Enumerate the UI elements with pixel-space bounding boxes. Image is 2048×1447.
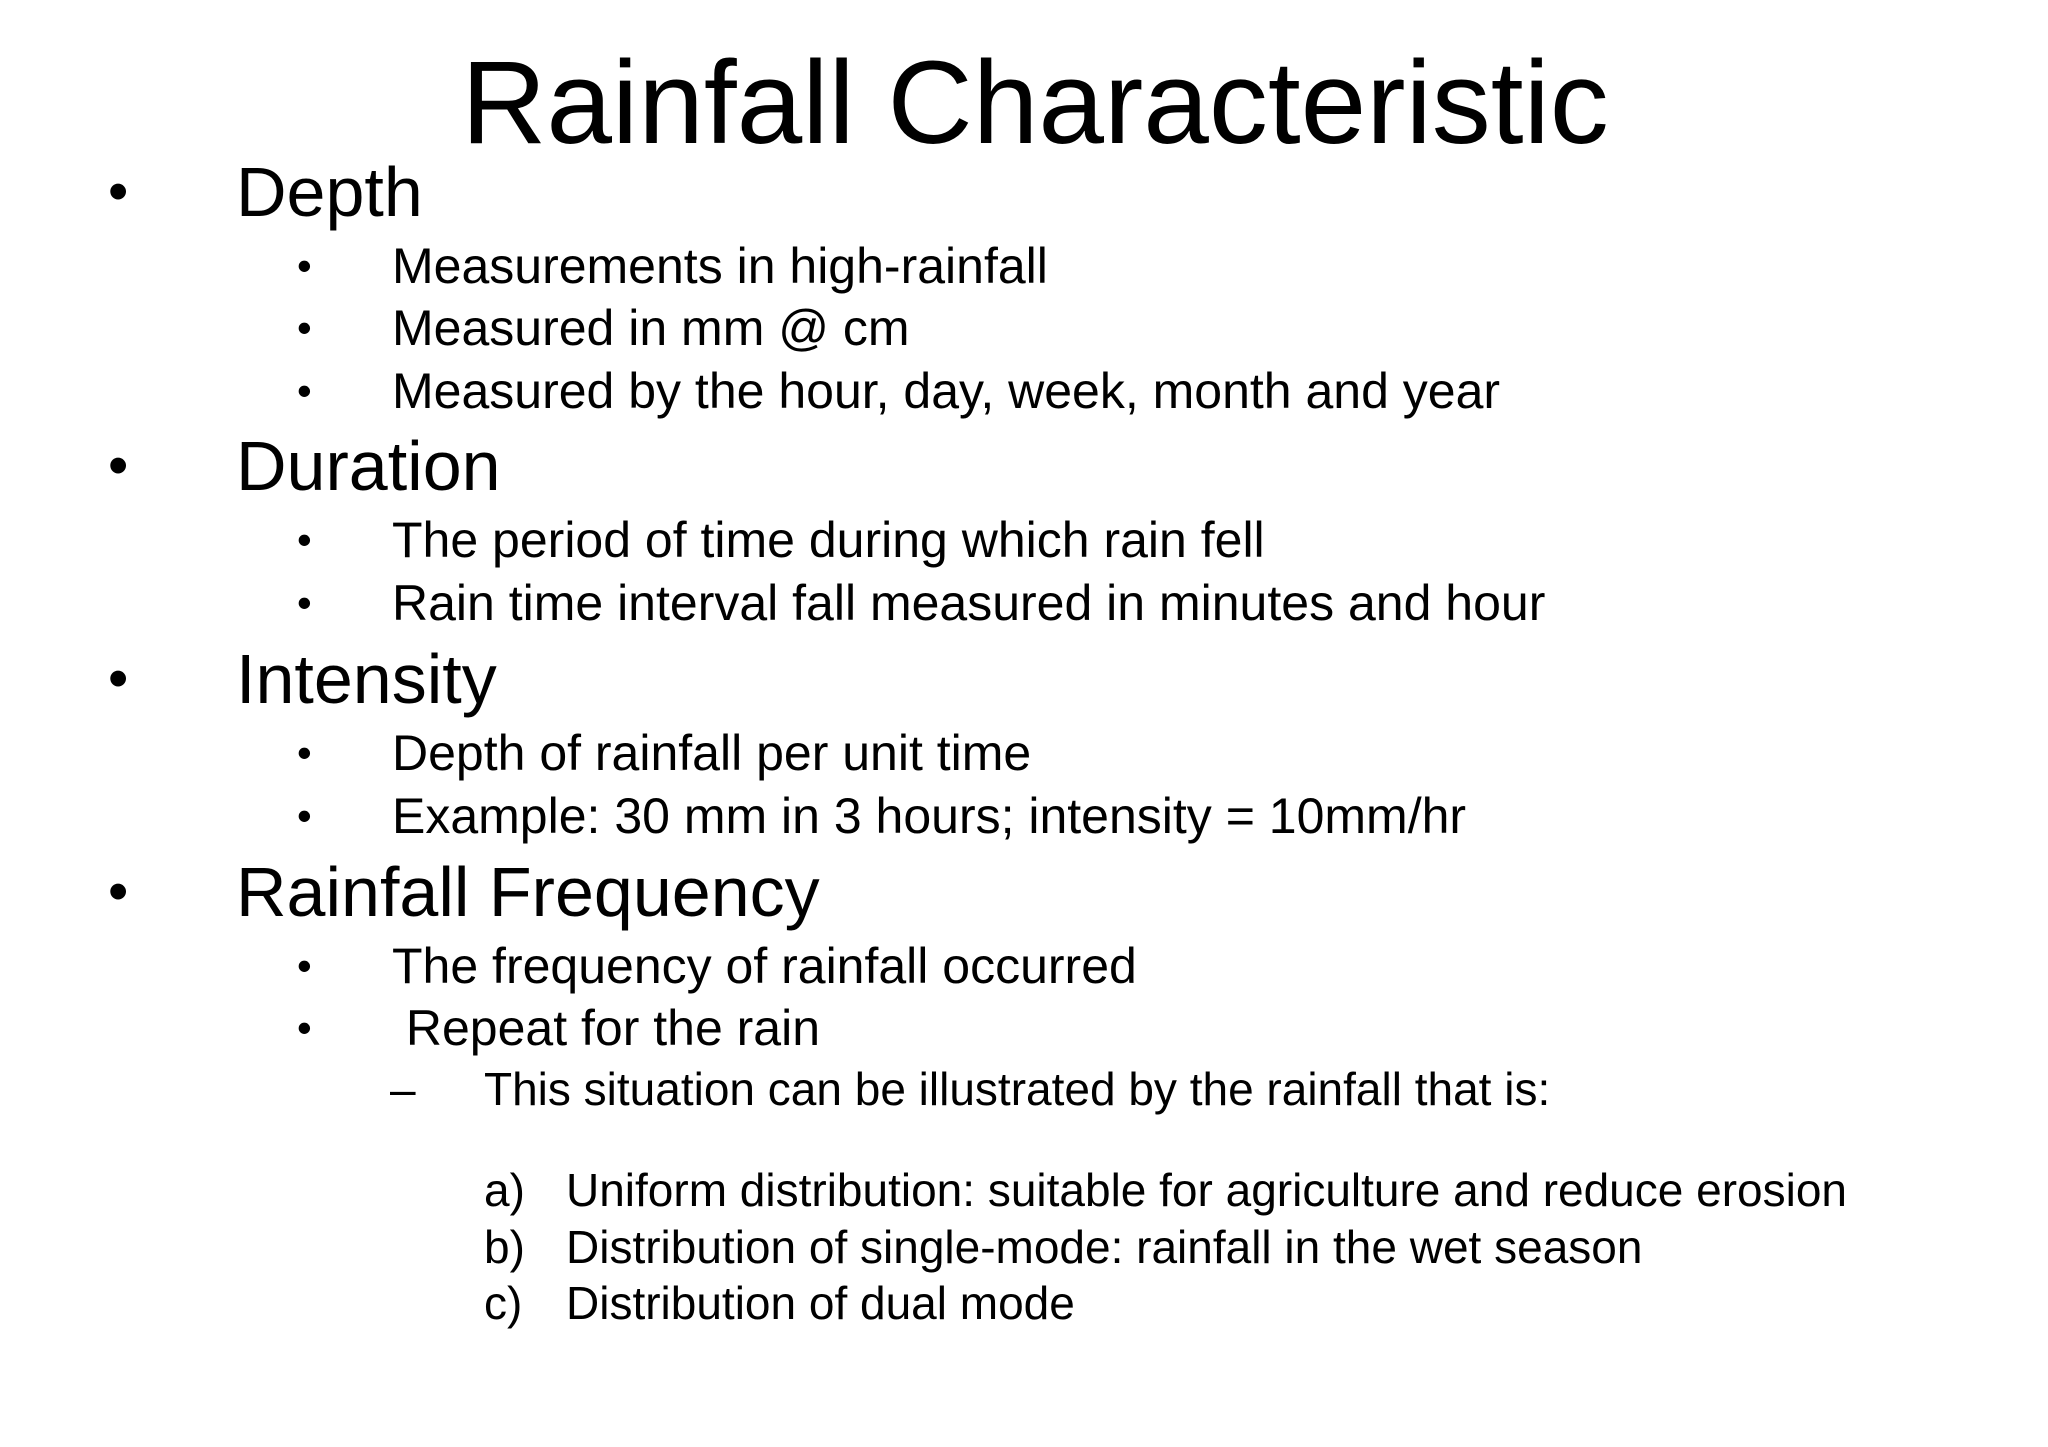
sub-bullet: • [297, 792, 312, 839]
list-item: Example: 30 mm in 3 hours; intensity = 10mm/hr [392, 788, 1467, 844]
list-marker: c) [484, 1277, 523, 1329]
list-item: Repeat for the rain [392, 1000, 821, 1056]
sub-bullet: • [297, 1004, 312, 1051]
list-marker: b) [484, 1221, 525, 1273]
section-heading: Depth [236, 153, 423, 231]
list-marker: a) [484, 1164, 525, 1216]
sub-note: This situation can be illustrated by the rainfall that is: [484, 1063, 1551, 1115]
sub-bullet: • [297, 367, 312, 414]
sub-bullet: • [297, 516, 312, 563]
list-item: Distribution of single-mode: rainfall in the wet season [566, 1221, 1643, 1273]
sub-bullet: • [297, 729, 312, 776]
list-item: Uniform distribution: suitable for agriculture and reduce erosion [566, 1164, 1847, 1216]
section-heading: Duration [236, 427, 501, 505]
bullet: • [108, 433, 129, 498]
list-item: Measured by the hour, day, week, month and year [392, 363, 1501, 419]
list-item: Measurements in high-rainfall [392, 238, 1048, 294]
bullet: • [108, 646, 129, 711]
sub-bullet: • [297, 242, 312, 289]
sub-bullet: • [297, 579, 312, 626]
bullet: • [108, 859, 129, 924]
list-item: Measured in mm @ cm [392, 300, 910, 356]
bullet: • [108, 159, 129, 224]
sub-bullet: • [297, 304, 312, 351]
list-item: Distribution of dual mode [566, 1277, 1075, 1329]
list-item: Depth of rainfall per unit time [392, 725, 1032, 781]
dash-bullet: – [390, 1063, 416, 1115]
list-item: Rain time interval fall measured in minutes and hour [392, 575, 1546, 631]
section-heading: Rainfall Frequency [236, 853, 820, 931]
slide-title: Rainfall Characteristic [461, 37, 1609, 169]
sub-bullet: • [297, 942, 312, 989]
list-item: The frequency of rainfall occurred [392, 938, 1137, 994]
section-heading: Intensity [236, 640, 497, 718]
list-item: The period of time during which rain fell [392, 512, 1265, 568]
